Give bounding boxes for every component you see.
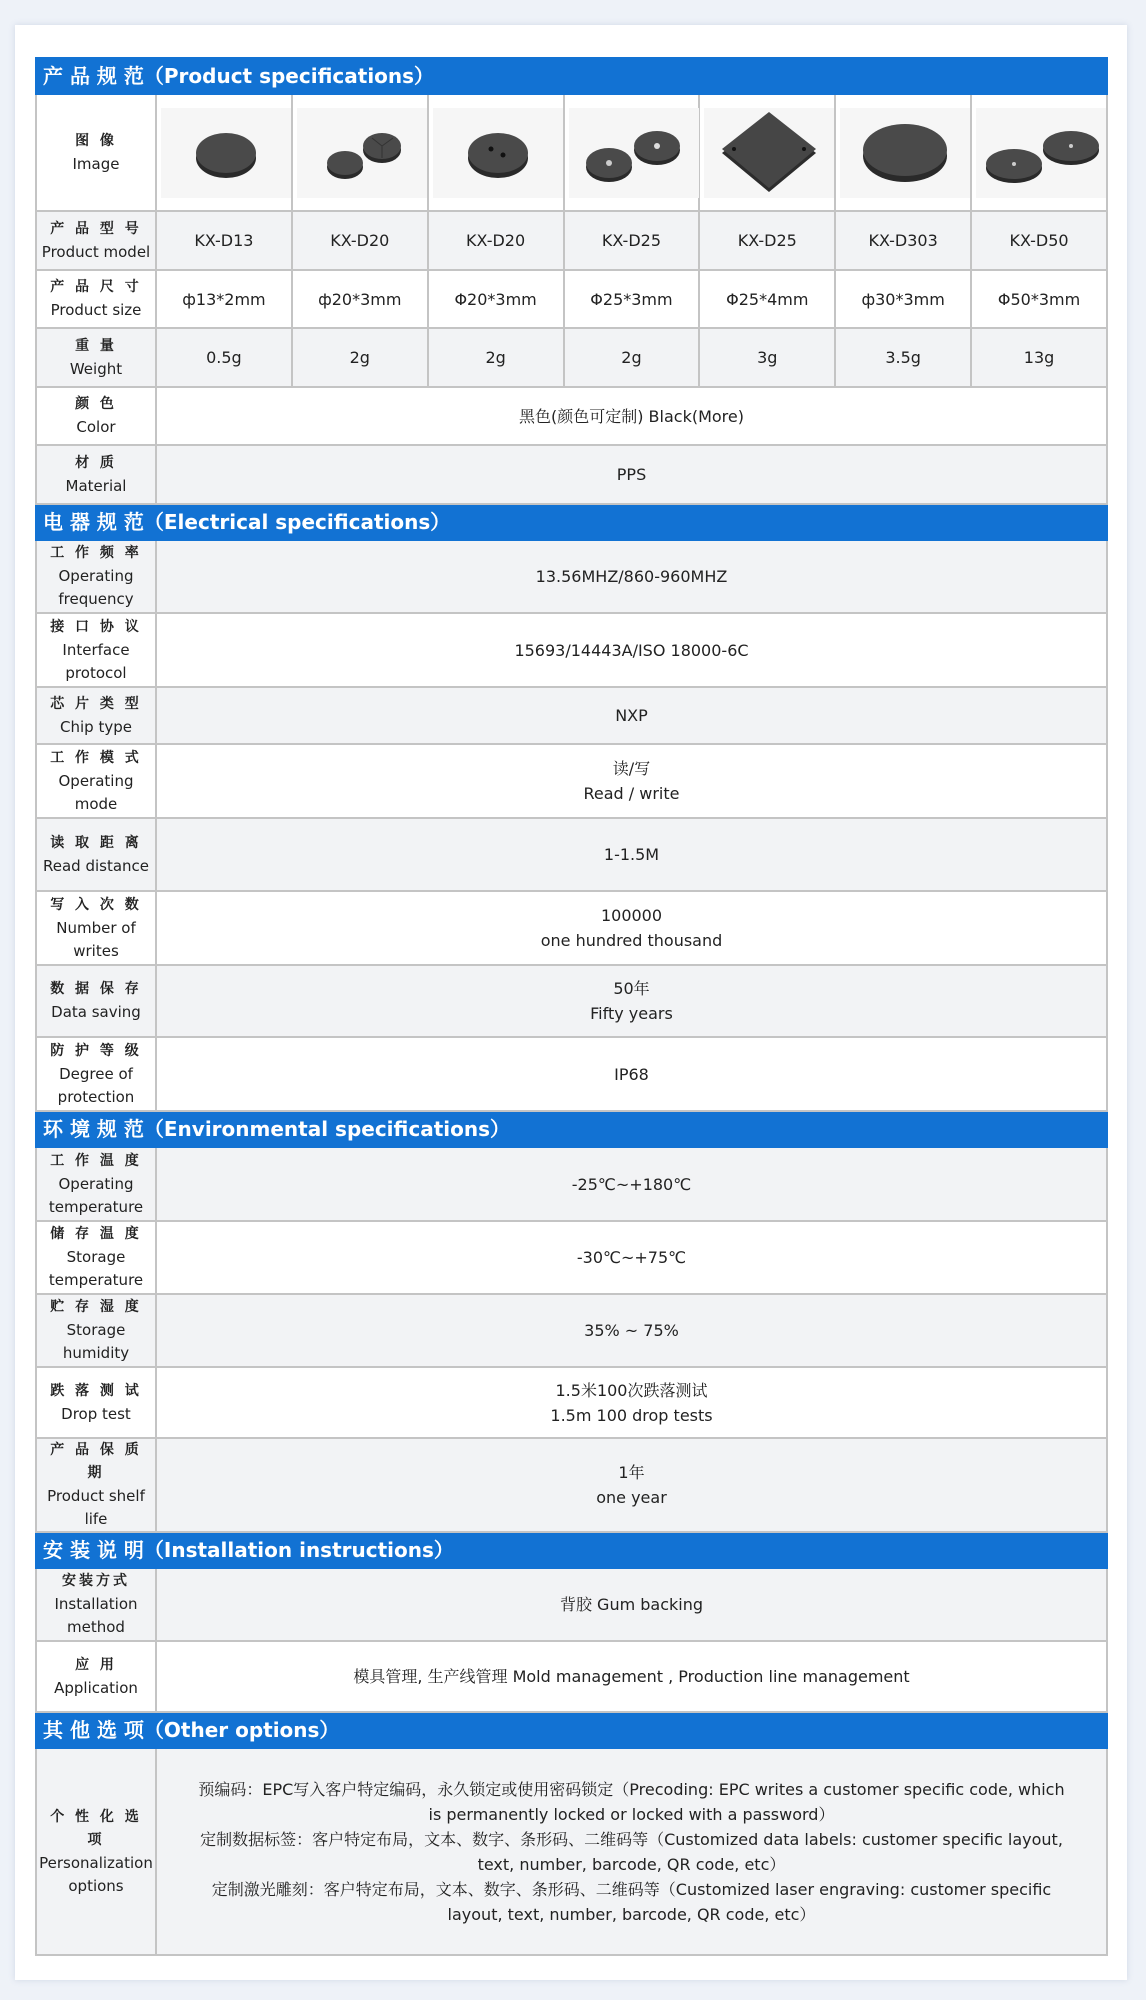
- row-label: [36, 445, 156, 504]
- label-en: Personalization options: [39, 1853, 153, 1895]
- row-label: [36, 891, 156, 965]
- weight-cell: 3g: [699, 328, 835, 387]
- value-line: 1.5米100次跌落测试: [555, 1380, 708, 1400]
- row-label: [36, 1641, 156, 1712]
- option-line: 定制激光雕刻：客户特定布局，文本、数字、条形码、二维码等（Customized laser engraving: customer specific layout, text, number, barcode, QR code, etc）: [211, 1879, 1052, 1924]
- label-zh: 工 作 温 度: [50, 1152, 142, 1169]
- section-title: 电 器 规 范（Electrical specifications）: [36, 504, 1107, 540]
- label-en: Operating frequency: [58, 567, 134, 608]
- size-cell: ф20*3mm: [292, 270, 428, 328]
- row-label: [36, 94, 156, 211]
- value-cell: [156, 744, 1107, 818]
- environmental-row: [36, 1147, 1107, 1221]
- value-cell: [156, 1147, 1107, 1221]
- row-label: [36, 1037, 156, 1111]
- option-line: 定制数据标签：客户特定布局，文本、数字、条形码、二维码等（Customized data labels: customer specific layout, text, number, barcode, QR code, etc）: [200, 1829, 1063, 1874]
- weight-cell: 3.5g: [835, 328, 971, 387]
- weight-cell: 2g: [564, 328, 700, 387]
- row-label: [36, 540, 156, 613]
- label-zh: 个 性 化 选 项: [50, 1808, 142, 1848]
- model-cell: KX-D20: [292, 211, 428, 270]
- electrical-row: [36, 613, 1107, 687]
- model-cell: KX-D13: [156, 211, 292, 270]
- label-en: Chip type: [60, 717, 132, 736]
- model-cell: KX-D20: [428, 211, 564, 270]
- value-cell: [156, 1367, 1107, 1438]
- model-cell: KX-D303: [835, 211, 971, 270]
- label-en: Product shelf life: [47, 1487, 145, 1528]
- section-title: 产 品 规 范（Product specifications）: [36, 58, 1107, 94]
- section-title: 环 境 规 范（Environmental specifications）: [36, 1111, 1107, 1147]
- label-zh: 防 护 等 级: [50, 1042, 142, 1059]
- value-cell: [156, 1748, 1107, 1955]
- row-label: [36, 1221, 156, 1294]
- value-line: NXP: [615, 706, 648, 725]
- environmental-row: [36, 1294, 1107, 1367]
- value-line: one year: [596, 1488, 667, 1507]
- value-line: 50年: [613, 979, 650, 998]
- value-line: 13.56MHZ/860-960MHZ: [535, 567, 728, 586]
- value-cell: [156, 687, 1107, 744]
- label-zh: 产 品 尺 寸: [50, 279, 142, 295]
- environmental-row: [36, 1367, 1107, 1438]
- value-cell: [156, 1438, 1107, 1532]
- value-cell: [156, 540, 1107, 613]
- row-size: [36, 270, 1107, 328]
- electrical-row: [36, 744, 1107, 818]
- value-cell: [156, 445, 1107, 504]
- spec-table: [35, 57, 1108, 1956]
- material-value: PPS: [616, 465, 647, 484]
- section-header-product: [36, 58, 1107, 94]
- row-label: [36, 328, 156, 387]
- label-zh: 芯 片 类 型: [50, 695, 142, 712]
- label-en: Drop test: [61, 1404, 131, 1423]
- installation-row: [36, 1568, 1107, 1641]
- label-zh: 数 据 保 存: [50, 981, 142, 997]
- label-en: Number of writes: [56, 918, 136, 960]
- value-cell: [156, 613, 1107, 687]
- row-image: [36, 94, 1107, 211]
- row-label: [36, 1568, 156, 1641]
- installation-row: [36, 1641, 1107, 1712]
- value-line: IP68: [614, 1064, 649, 1084]
- row-label: [36, 1367, 156, 1438]
- weight-cell: 13g: [971, 328, 1107, 387]
- value-line: 背胶 Gum backing: [559, 1595, 704, 1614]
- electrical-row: [36, 540, 1107, 613]
- product-image-cell: [564, 94, 700, 211]
- label-zh: 储 存 温 度: [50, 1226, 142, 1242]
- value-line: 15693/14443A/ISO 18000-6C: [514, 640, 749, 660]
- value-cell: [156, 818, 1107, 891]
- product-image-two-large-discs-icon: [976, 108, 1106, 198]
- section-title: 其 他 选 项（Other options）: [36, 1712, 1107, 1748]
- row-label: [36, 387, 156, 445]
- label-en: Operating temperature: [48, 1174, 144, 1216]
- electrical-row: [36, 818, 1107, 891]
- label-en: Product model: [41, 242, 151, 261]
- value-line: 1年: [618, 1463, 645, 1482]
- electrical-row: [36, 891, 1107, 965]
- value-line: Read / write: [583, 784, 680, 803]
- label-zh: 产 品 保 质 期: [50, 1442, 142, 1481]
- label-zh: 跌 落 测 试: [50, 1382, 142, 1399]
- row-label: [36, 1147, 156, 1221]
- product-image-disc-icon: [161, 108, 291, 198]
- section-title: 安 装 说 明（Installation instructions）: [36, 1532, 1107, 1568]
- label-zh: 颜 色: [75, 396, 117, 412]
- size-cell: Φ25*4mm: [699, 270, 835, 328]
- weight-cell: 0.5g: [156, 328, 292, 387]
- row-model: [36, 211, 1107, 270]
- value-line: 读/写: [612, 759, 651, 778]
- value-cell: [156, 387, 1107, 445]
- label-zh: 接 口 协 议: [50, 618, 142, 635]
- size-cell: Φ50*3mm: [971, 270, 1107, 328]
- color-value: 黑色(颜色可定制) Black(More): [518, 406, 744, 426]
- product-image-cell: [292, 94, 428, 211]
- product-image-cell: [428, 94, 564, 211]
- electrical-row: [36, 965, 1107, 1037]
- value-cell: [156, 1641, 1107, 1712]
- weight-cell: 2g: [428, 328, 564, 387]
- environmental-row: [36, 1438, 1107, 1532]
- label-zh: 重 量: [75, 337, 117, 354]
- weight-cell: 2g: [292, 328, 428, 387]
- row-label: [36, 818, 156, 891]
- row-label: [36, 1748, 156, 1955]
- label-en: Degree of protection: [57, 1064, 135, 1106]
- value-line: one hundred thousand: [540, 931, 723, 950]
- row-weight: [36, 328, 1107, 387]
- row-label: [36, 965, 156, 1037]
- size-cell: Φ25*3mm: [564, 270, 700, 328]
- label-en: Operating mode: [58, 771, 134, 813]
- product-image-large-disc-icon: [840, 108, 970, 198]
- value-line: 模具管理, 生产线管理 Mold management , Production line management: [353, 1667, 910, 1686]
- product-image-disc-two-holes-icon: [433, 108, 563, 198]
- label-en: Storage humidity: [62, 1321, 130, 1362]
- label-en: Data saving: [51, 1003, 141, 1021]
- value-cell: [156, 1037, 1107, 1111]
- value-cell: [156, 891, 1107, 965]
- model-cell: KX-D50: [971, 211, 1107, 270]
- model-cell: KX-D25: [564, 211, 700, 270]
- label-en: Storage temperature: [48, 1248, 144, 1289]
- size-cell: Φ20*3mm: [428, 270, 564, 328]
- label-zh: 读 取 距 离: [50, 834, 142, 851]
- product-image-square-icon: [704, 108, 834, 198]
- size-cell: ф30*3mm: [835, 270, 971, 328]
- row-label: [36, 270, 156, 328]
- row-label: [36, 613, 156, 687]
- label-zh: 应 用: [75, 1656, 117, 1673]
- product-image-two-discs-holes-icon: [569, 108, 699, 198]
- row-label: [36, 211, 156, 270]
- label-zh: 图 像: [75, 132, 117, 149]
- value-line: -30℃~+75℃: [576, 1248, 687, 1267]
- value-line: Fifty years: [590, 1004, 673, 1023]
- product-image-cell: [156, 94, 292, 211]
- label-zh: 工 作 模 式: [50, 749, 142, 766]
- value-cell: [156, 1221, 1107, 1294]
- section-header-environmental: [36, 1111, 1107, 1147]
- label-en: Image: [72, 154, 120, 173]
- label-zh: 产 品 型 号: [50, 220, 142, 237]
- option-line: 预编码：EPC写入客户特定编码，永久锁定或使用密码锁定（Precoding: EPC writes a customer specific code, which is permanently locked or locked with a password）: [198, 1779, 1065, 1824]
- value-line: 100000: [600, 906, 663, 925]
- product-image-two-discs-icon: [297, 108, 427, 198]
- section-header-other: [36, 1712, 1107, 1748]
- row-label: [36, 687, 156, 744]
- label-en: Read distance: [42, 856, 150, 875]
- row-material: [36, 445, 1107, 504]
- row-label: [36, 744, 156, 818]
- electrical-row: [36, 1037, 1107, 1111]
- environmental-row: [36, 1221, 1107, 1294]
- label-en: Material: [65, 476, 127, 495]
- section-header-installation: [36, 1532, 1107, 1568]
- label-zh: 工 作 频 率: [50, 545, 142, 561]
- product-image-cell: [971, 94, 1107, 211]
- model-cell: KX-D25: [699, 211, 835, 270]
- row-label: [36, 1438, 156, 1532]
- value-line: 35% ~ 75%: [584, 1321, 679, 1340]
- label-en: Application: [54, 1678, 138, 1697]
- label-en: Installation method: [54, 1595, 138, 1636]
- size-cell: ф13*2mm: [156, 270, 292, 328]
- label-en: Weight: [69, 359, 123, 378]
- value-cell: [156, 965, 1107, 1037]
- row-label: [36, 1294, 156, 1367]
- value-cell: [156, 1294, 1107, 1367]
- value-cell: [156, 1568, 1107, 1641]
- value-line: -25℃~+180℃: [571, 1174, 692, 1194]
- label-zh: 写 入 次 数: [50, 896, 142, 913]
- electrical-row: [36, 687, 1107, 744]
- product-image-cell: [699, 94, 835, 211]
- label-en: Color: [76, 418, 116, 436]
- label-en: Interface protocol: [62, 640, 130, 682]
- row-color: [36, 387, 1107, 445]
- label-zh: 贮 存 湿 度: [50, 1299, 142, 1315]
- product-image-cell: [835, 94, 971, 211]
- value-line: 1.5m 100 drop tests: [550, 1405, 713, 1425]
- label-zh: 材 质: [75, 454, 117, 471]
- label-zh: 安装方式: [62, 1573, 130, 1589]
- label-en: Product size: [50, 301, 142, 319]
- section-header-electrical: [36, 504, 1107, 540]
- personalization-row: [36, 1748, 1107, 1955]
- value-line: 1-1.5M: [603, 845, 660, 864]
